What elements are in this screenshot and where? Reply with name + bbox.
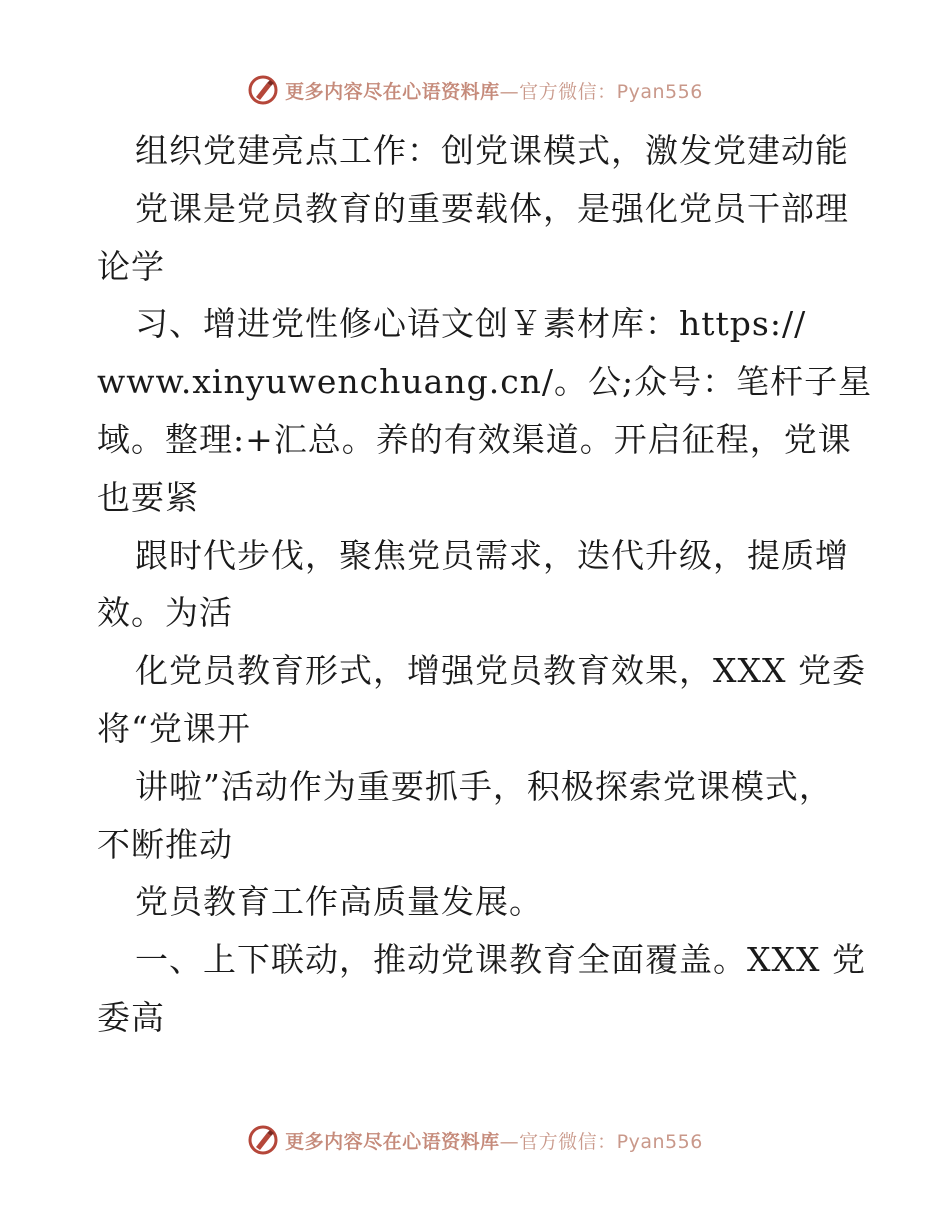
footer-watermark xyxy=(0,1120,950,1160)
document-body xyxy=(97,122,873,1047)
text-line: 党课是党员教育的重要载体，是强化党员干部理 xyxy=(135,188,849,228)
header-watermark xyxy=(0,70,950,110)
pen-seal-icon xyxy=(247,1124,279,1156)
watermark-text xyxy=(285,77,703,104)
text-line: 论学 xyxy=(97,246,165,286)
text-line: 也要紧 xyxy=(97,477,199,517)
watermark-contact: 官方微信：Pyan556 xyxy=(519,80,703,103)
text-line: www.xinyuwenchuang.cn/。公;众号：笔杆子星 xyxy=(97,362,873,402)
watermark-separator: — xyxy=(499,80,520,103)
text-line: 党员教育工作高质量发展。 xyxy=(135,882,543,922)
text-line: 跟时代步伐，聚焦党员需求，迭代升级，提质增 xyxy=(135,535,849,575)
watermark-brand: 更多内容尽在心语资料库 xyxy=(285,80,500,103)
text-line: 将“党课开 xyxy=(97,708,251,748)
watermark-contact: 官方微信：Pyan556 xyxy=(519,1130,703,1153)
pen-seal-icon xyxy=(247,74,279,106)
text-line: 一、上下联动，推动党课教育全面覆盖。XXX 党 xyxy=(135,940,866,980)
text-line: 讲啦”活动作为重要抓手，积极探索党课模式， xyxy=(135,766,833,806)
text-line: 委高 xyxy=(97,997,165,1037)
watermark-brand: 更多内容尽在心语资料库 xyxy=(285,1130,500,1153)
text-line: 化党员教育形式，增强党员教育效果，XXX 党委 xyxy=(135,651,866,691)
text-line: 效。为活 xyxy=(97,593,233,633)
text-line: 不断推动 xyxy=(97,824,233,864)
text-line: 域。整理:+汇总。养的有效渠道。开启征程，党课 xyxy=(97,419,852,459)
text-line: 组织党建亮点工作：创党课模式，激发党建动能 xyxy=(135,131,849,170)
watermark-separator: — xyxy=(499,1130,520,1153)
text-line: 习、增进党性修心语文创￥素材库：https:// xyxy=(135,304,807,344)
watermark-text xyxy=(285,1127,703,1154)
